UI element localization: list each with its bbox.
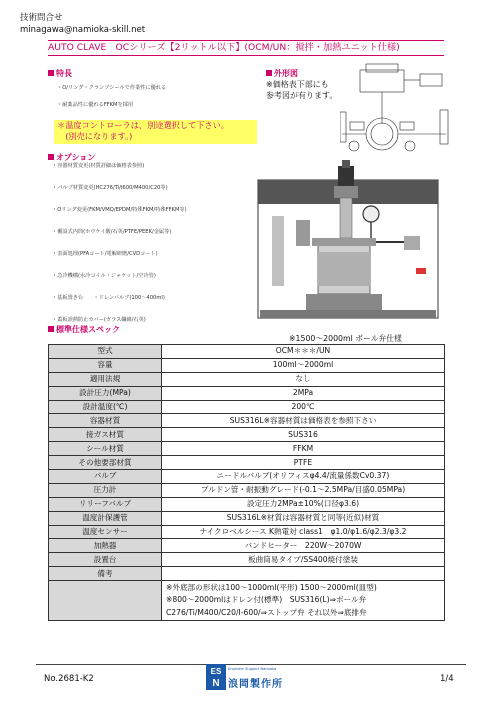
spec-label: その他要部材質: [49, 456, 162, 470]
svg-text:N: N: [212, 678, 220, 689]
spec-note: ※1500〜2000ml ボール弁仕様: [289, 334, 402, 343]
logo-tagline: Engineer Support Namioka: [228, 667, 277, 671]
product-photo: [256, 156, 446, 326]
spec-value: PTFE: [162, 456, 445, 470]
spec-heading-text: 標準仕様スペック: [56, 325, 120, 334]
spec-heading: [48, 324, 120, 335]
notice-line-1: ＊温度コントローラは、別途選択して下さい。: [57, 120, 229, 130]
spec-value: [162, 567, 445, 581]
spec-label: 設計温度(℃): [49, 400, 162, 414]
table-row: [49, 607, 445, 620]
table-row: [49, 442, 445, 456]
company-name: 浪岡製作所: [228, 679, 283, 690]
exterior-note-line-2: 参考図が有ります。: [266, 90, 338, 100]
option-item: ・Oリング変更(FKM/VMQ/EPDM/特殊FKM/特殊FFKM等): [52, 207, 187, 213]
spec-label: 容量: [49, 358, 162, 372]
spec-value: 100ml〜2000ml: [162, 358, 445, 372]
exterior-heading: [266, 68, 298, 79]
remark-line: C276/Ti/M400/C20/I-600/⇒ストップ弁 それ以外⇒底排弁: [162, 607, 445, 620]
spec-label: 温度計保護管: [49, 511, 162, 525]
features-heading: [48, 68, 72, 79]
spec-label: シール材質: [49, 442, 162, 456]
feature-item-2: ・耐薬品性に優れるFFKMを採用: [57, 102, 134, 108]
contact-email[interactable]: minagawa@namioka-skill.net: [20, 25, 146, 35]
table-row: [49, 372, 445, 386]
option-item: ・容器材質変更(材質詳細は価格表参照): [52, 163, 145, 169]
svg-text:ES: ES: [210, 667, 222, 676]
section-marker-icon: [48, 326, 54, 332]
spec-value: 200℃: [162, 400, 445, 414]
exterior-note: [266, 80, 337, 101]
spec-label: 圧力計: [49, 483, 162, 497]
section-marker-icon: [48, 70, 54, 76]
exterior-heading-text: 外形図: [274, 69, 298, 78]
table-row: [49, 525, 445, 539]
remarks-label-spacer: [49, 594, 162, 607]
table-row: [49, 470, 445, 484]
spec-value: バンドヒーター 220W〜2070W: [162, 539, 445, 553]
table-row: [49, 581, 445, 594]
document-number: No.2681-K2: [44, 674, 94, 684]
spec-value: SUS316L※材質は容器材質と同等(近似)材質: [162, 511, 445, 525]
option-item: ・基板置き台 ・ドレンバルブ(100〜400ml): [52, 295, 165, 301]
spec-label: 適用法規: [49, 372, 162, 386]
spec-label: 設計圧力(MPa): [49, 386, 162, 400]
option-item: ・急冷機構(水冷コイル・ジャケット/空冷管): [52, 273, 156, 279]
spec-label: 型式: [49, 345, 162, 359]
table-row: [49, 483, 445, 497]
spec-value: 2MPa: [162, 386, 445, 400]
spec-value: OCM＊＊＊/UN: [162, 345, 445, 359]
spec-value: ブルドン管・耐振動グレード(-0.1〜2.5MPa/目盛0.05MPa): [162, 483, 445, 497]
table-row: [49, 497, 445, 511]
table-row: [49, 594, 445, 607]
exterior-drawing: [340, 62, 450, 162]
features-heading-text: 特長: [56, 69, 72, 78]
spec-value: FFKM: [162, 442, 445, 456]
contact-block: [20, 12, 145, 36]
table-row: [49, 345, 445, 359]
spec-value: SUS316: [162, 428, 445, 442]
table-row: [49, 456, 445, 470]
section-marker-icon: [266, 70, 272, 76]
spec-value: ナイクロベルシース K熱電対 class1 φ1.0/φ1.6/φ2.3/φ3.2: [162, 525, 445, 539]
table-row: [49, 539, 445, 553]
document-title: AUTO CLAVE OCシリーズ【2リットル以下】(OCM/UN：撹拌・加熱ユニット仕様): [48, 40, 444, 56]
controller-notice: [54, 120, 257, 144]
option-item: ・蓋板誤熱防止カバー(ガラス繊維/石英): [52, 317, 146, 323]
notice-line-2: (別売になります。): [57, 130, 133, 141]
remark-line: ※外底部の形状は100〜1000ml(平形) 1500〜2000ml(皿型): [162, 581, 445, 594]
exterior-note-line-1: ※価格表下部にも: [266, 80, 329, 89]
option-item: ・表面処理(PFAコート/電解研磨/CVDコート): [52, 251, 158, 257]
remarks-label-spacer: [49, 581, 162, 594]
remarks-label: 備考: [49, 567, 162, 581]
remark-line: ※800〜2000mlはドレン付(標準) SUS316(L)⇒ボール弁: [162, 594, 445, 607]
table-row: [49, 553, 445, 567]
feature-item-1: ・O/リング・クランプシールで作業性に優れる: [57, 85, 167, 91]
table-row: [49, 567, 445, 581]
section-marker-icon: [48, 154, 54, 160]
spec-table: [48, 344, 445, 621]
table-row: [49, 358, 445, 372]
table-row: [49, 386, 445, 400]
contact-label: 技術問合せ: [20, 13, 63, 23]
company-logo-icon: [206, 664, 226, 690]
spec-label: 設置台: [49, 553, 162, 567]
spec-label: 加熱器: [49, 539, 162, 553]
spec-label: リリーフバルブ: [49, 497, 162, 511]
spec-value: なし: [162, 372, 445, 386]
spec-value: ニードルバルブ(オリフィスφ4.4/流量係数Cv0.37): [162, 470, 445, 484]
spec-label: 温度センサー: [49, 525, 162, 539]
page-number: 1/4: [440, 674, 454, 684]
table-row: [49, 511, 445, 525]
footer-divider: [36, 664, 466, 665]
spec-label: 接ガス材質: [49, 428, 162, 442]
option-item: ・バルブ材質変更(HC276/Ti/I600/M400/C20等): [52, 185, 168, 191]
spec-label: 容器材質: [49, 414, 162, 428]
spec-value: SUS316L※容器材質は価格表を参照下さい: [162, 414, 445, 428]
remarks-label-spacer: [49, 607, 162, 620]
table-row: [49, 428, 445, 442]
options-heading-text: オプション: [56, 153, 96, 162]
spec-value: 板曲筒易タイプ/SS400焼付塗装: [162, 553, 445, 567]
table-row: [49, 400, 445, 414]
spec-value: 設定圧力2MPa±10%(口径φ3.6): [162, 497, 445, 511]
table-row: [49, 414, 445, 428]
option-item: ・覆設式内筒(ホウケイ酸/石英/PTFE/PEEK/金属等): [52, 229, 172, 235]
spec-label: バルブ: [49, 470, 162, 484]
